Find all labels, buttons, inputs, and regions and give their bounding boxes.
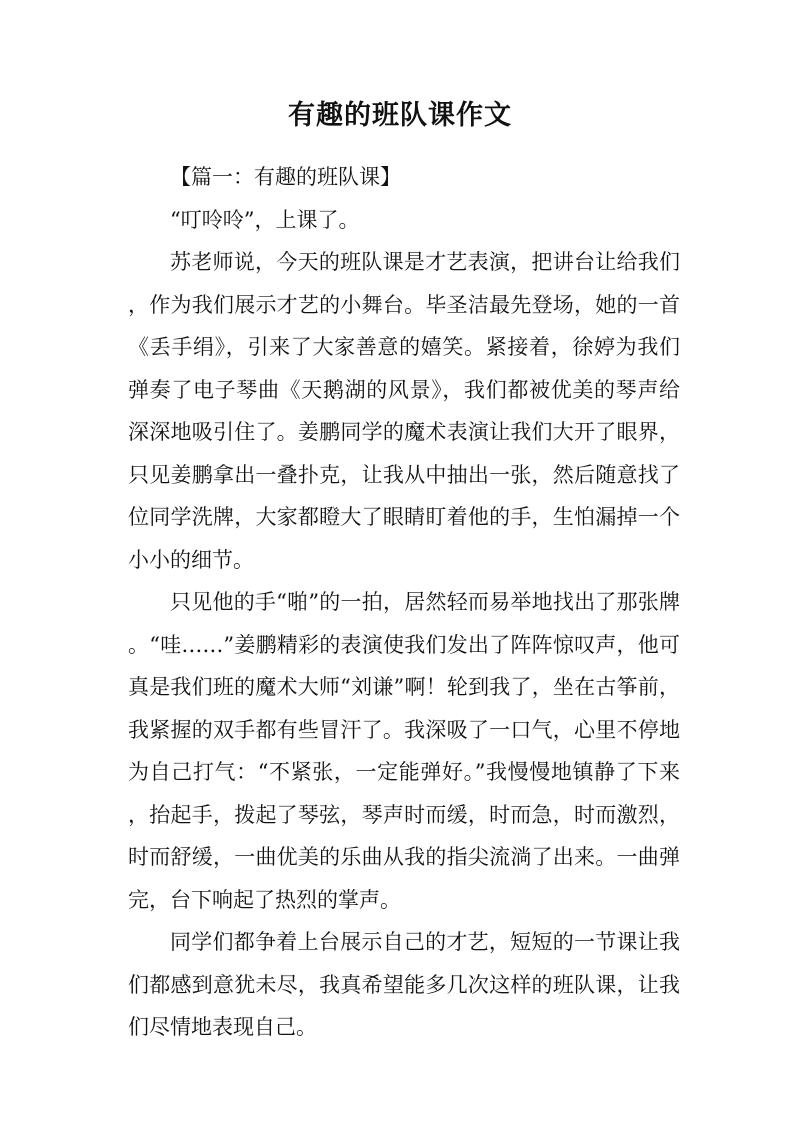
paragraph-3: 只见他的手“啪”的一拍，居然轻而易举地找出了那张牌。“哇……”姜鹏精彩的表演使我们发出了阵阵惊叹声，他可真是我们班的魔术大师“刘谦”啊！轮到我了，坐在古筝前，我紧握的双手都有些冒汗了。我深吸了一口气，心里不停地为自己打气：“不紧张，一定能弹好。”我慢慢地镇静了下来，抬起手，拨起了琴弦，琴声时而缓，时而急，时而激烈，时而舒缓，一曲优美的乐曲从我的指尖流淌了出来。一曲弹完，台下响起了热烈的掌声。 (128, 590, 680, 912)
section-heading: 【篇一：有趣的班队课】 (170, 165, 401, 189)
paragraph-1: “叮呤呤”，上课了。 (170, 207, 360, 232)
paragraph-2: 苏老师说，今天的班队课是才艺表演，把讲台让给我们，作为我们展示才艺的小舞台。毕圣洁最先登场，她的一首《丢手绢》，引来了大家善意的嬉笑。紧接着，徐婷为我们弹奏了电子琴曲《天鹅湖的风景》，我们都被优美的琴声给深深地吸引住了。姜鹏同学的魔术表演让我们大开了眼界，只见姜鹏拿出一叠扑克，让我从中抽出一张，然后随意找了位同学洗牌，大家都瞪大了眼睛盯着他的手，生怕漏掉一个小小的细节。 (128, 250, 680, 572)
paragraph-4: 同学们都争着上台展示自己的才艺，短短的一节课让我们都感到意犹未尽，我真希望能多几次这样的班队课，让我们尽情地表现自己。 (128, 930, 680, 1039)
document-body (128, 156, 680, 1049)
document-title: 有趣的班队课作文 (288, 100, 512, 131)
